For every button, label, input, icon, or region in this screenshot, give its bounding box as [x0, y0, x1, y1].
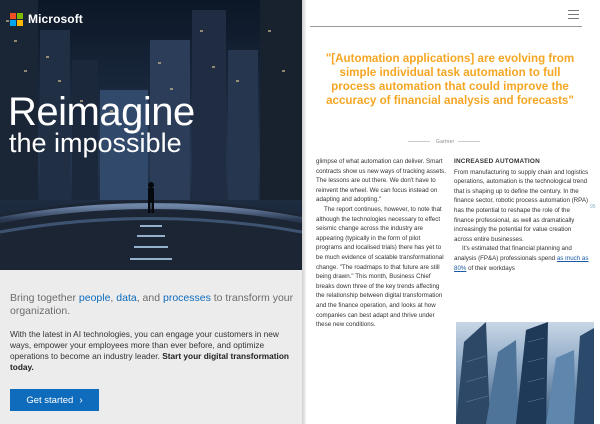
microsoft-logo-icon — [10, 13, 23, 26]
header-rule — [310, 26, 582, 27]
brand-name: Microsoft — [28, 12, 83, 26]
tagline-data: data — [116, 292, 137, 304]
ad-body-bold: Start your digital transformation today. — [10, 351, 289, 372]
paragraph: The report continues, however, to note that although the technologies necessary to effect seismic change across the industry are appearing (typically in the form of pilot programs and localised trials) there has yet to be much evidence of scalable transformational change. "The roadmaps to that future are still being drawn." This month, Business Chief breaks down three of the key trends affecting the relationship between digital transformation and the finance operation, and looks at how companies can best adapt and thrive under these new conditions. — [316, 205, 444, 329]
paragraph-text: It's estimated that financial planning and analysis (FP&A) professionals spend — [454, 245, 572, 262]
tagline-prefix: Bring together — [10, 292, 79, 304]
source-divider-right — [458, 141, 480, 142]
tagline-people: people — [78, 292, 111, 304]
tagline-sep1: , — [110, 292, 117, 304]
paragraph-text: of their workdays — [466, 264, 515, 272]
skyscrapers-illustration — [456, 322, 594, 424]
paragraph: From manufacturing to supply chain and logistics operations, automation is the technological trend that is shaping up to define the century. In the finance sector, robotic process automation (RPA) has the potential to reshape the role of the finance professional, as well as dramatically increasingly the potential for value creation across entire businesses. — [454, 168, 589, 243]
pull-quote: "[Automation applications] are evolving from simple individual task automation to full process automation that could improve the accuracy of financial analysis and forecasts" — [325, 52, 575, 107]
quote-source: Gartner — [436, 139, 455, 145]
tagline-processes: processes — [162, 292, 211, 304]
microsoft-logo[interactable] — [10, 12, 83, 26]
chevron-right-icon: › — [79, 394, 83, 406]
ad-body-text: With the latest in AI technologies, you can engage your customers in new ways, empower your employees more than ever before, and optimize operations to become an industry leader. — [10, 329, 279, 361]
paragraph: glimpse of what automation can deliver. Smart contracts show us new ways of tracking assets. The lessons are out there. We don't have to reinvent the wheel. We can focus instead on adapting and adopting." — [316, 158, 446, 204]
paragraph — [454, 244, 590, 273]
ad-body — [10, 292, 294, 373]
ad-headline-big: Reimagine — [8, 90, 195, 134]
article-column-1 — [316, 157, 448, 330]
ad-copy — [10, 329, 294, 373]
hamburger-menu-icon[interactable] — [568, 10, 579, 19]
article-column-2 — [454, 157, 590, 273]
section-heading: INCREASED AUTOMATION — [454, 158, 540, 165]
ad-headline-small: the impossible — [9, 128, 182, 158]
tagline-suffix: to transform your organization. — [10, 292, 294, 317]
source-divider-left — [408, 141, 430, 142]
ad-hero-image — [0, 0, 302, 270]
tagline-sep2: , and — [136, 292, 163, 304]
ad-tagline — [10, 292, 294, 318]
skyscraper-photo — [456, 322, 594, 424]
statistic-link[interactable]: as much as 80% — [454, 254, 589, 272]
magazine-page — [306, 0, 600, 424]
get-started-label: Get started — [26, 394, 74, 406]
get-started-button[interactable] — [10, 389, 99, 411]
page-number: 95 — [590, 204, 596, 210]
